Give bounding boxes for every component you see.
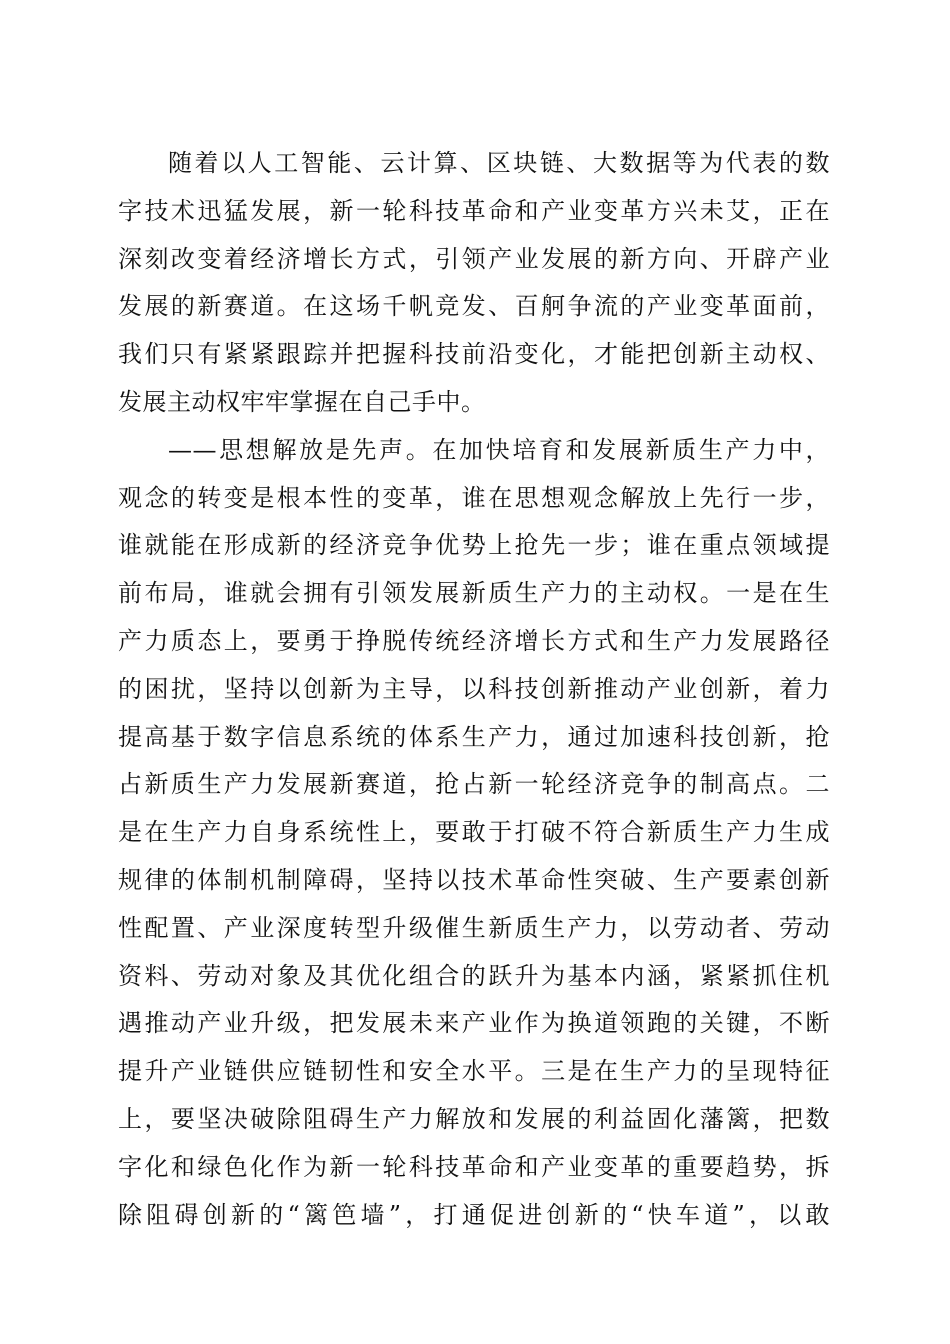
paragraph-line: 产力质态上，要勇于挣脱传统经济增长方式和生产力发展路径 — [118, 626, 830, 655]
paragraph-line: 提升产业链供应链韧性和安全水平。三是在生产力的呈现特征 — [118, 1057, 830, 1086]
paragraph-line: 资料、劳动对象及其优化组合的跃升为基本内涵，紧紧抓住机 — [118, 961, 830, 990]
paragraph-line: 提高基于数字信息系统的体系生产力，通过加速科技创新，抢 — [118, 722, 830, 751]
paragraph-line: 上，要坚决破除阻碍生产力解放和发展的利益固化藩篱，把数 — [118, 1104, 830, 1133]
paragraph-line: 随着以人工智能、云计算、区块链、大数据等为代表的数 — [168, 149, 830, 177]
paragraph-line: 字化和绿色化作为新一轮科技革命和产业变革的重要趋势，拆 — [118, 1152, 830, 1181]
paragraph-line: 的困扰，坚持以创新为主导，以科技创新推动产业创新，着力 — [118, 674, 830, 703]
paragraph-line: 深刻改变着经济增长方式，引领产业发展的新方向、开辟产业 — [118, 244, 830, 273]
paragraph-2 — [118, 427, 830, 1240]
paragraph-line: 占新质生产力发展新赛道，抢占新一轮经济竞争的制高点。二 — [118, 770, 830, 799]
document-body — [118, 140, 830, 1239]
paragraph-1 — [118, 140, 830, 427]
paragraph-line: 性配置、产业深度转型升级催生新质生产力，以劳动者、劳动 — [118, 913, 830, 942]
paragraph-line: 前布局，谁就会拥有引领发展新质生产力的主动权。一是在生 — [118, 579, 830, 608]
paragraph-line: 除阻碍创新的“篱笆墙”，打通促进创新的“快车道”，以敢 — [118, 1200, 830, 1229]
paragraph-line: 发展的新赛道。在这场千帆竞发、百舸争流的产业变革面前， — [118, 292, 830, 321]
paragraph-line: 观念的转变是根本性的变革，谁在思想观念解放上先行一步， — [118, 483, 830, 512]
paragraph-line: 是在生产力自身系统性上，要敢于打破不符合新质生产力生成 — [118, 818, 830, 847]
paragraph-line: 谁就能在形成新的经济竞争优势上抢先一步；谁在重点领域提 — [118, 531, 830, 560]
paragraph-line: 字技术迅猛发展，新一轮科技革命和产业变革方兴未艾，正在 — [118, 196, 830, 225]
paragraph-line: 发展主动权牢牢掌握在自己手中。 — [118, 387, 486, 416]
paragraph-line: 规律的体制机制障碍，坚持以技术革命性突破、生产要素创新 — [118, 865, 830, 894]
paragraph-line: ——思想解放是先声。在加快培育和发展新质生产力中， — [168, 435, 830, 464]
paragraph-line: 我们只有紧紧跟踪并把握科技前沿变化，才能把创新主动权、 — [118, 340, 830, 369]
paragraph-line: 遇推动产业升级，把发展未来产业作为换道领跑的关键，不断 — [118, 1009, 830, 1038]
